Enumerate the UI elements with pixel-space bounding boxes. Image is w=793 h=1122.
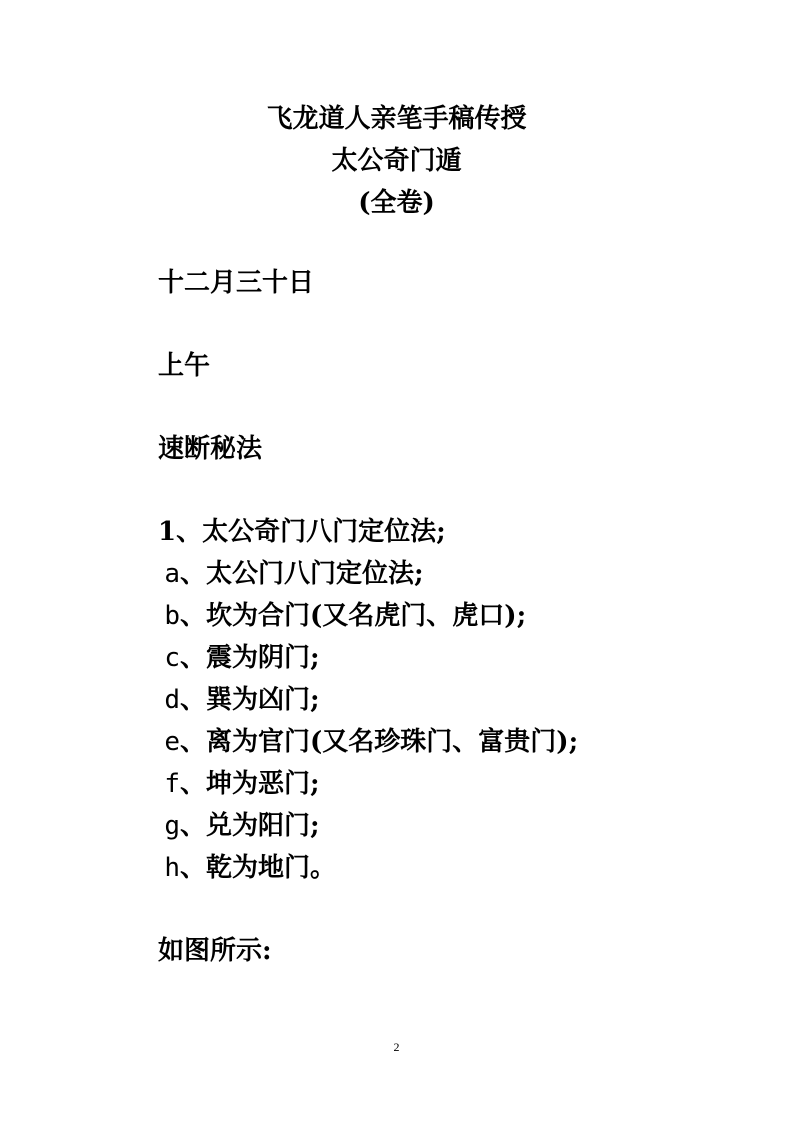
- list-item-text: 、太公门八门定位法;: [180, 559, 424, 589]
- list-item-letter: g: [164, 811, 180, 841]
- list-item-letter: f: [164, 769, 180, 799]
- list-item: [158, 805, 758, 847]
- list-item-letter: e: [164, 727, 180, 757]
- list-item: [158, 637, 758, 679]
- list-item: [158, 847, 758, 889]
- title-line-book: 太公奇门遁: [331, 146, 462, 176]
- document-title: [0, 98, 793, 224]
- list-item-text: 、震为阴门;: [180, 643, 320, 673]
- list-item-text: 、巽为凶门;: [180, 685, 320, 715]
- list-item-letter: d: [164, 685, 180, 715]
- closing-line: 如图所示:: [158, 936, 272, 966]
- time-heading: 上午: [158, 351, 211, 381]
- list-item-text: 、乾为地门。: [180, 853, 337, 883]
- title-line-volume: (全卷): [358, 188, 435, 218]
- list-item-text: 、离为官门(又名珍珠门、富贵门);: [180, 727, 579, 757]
- list-item-letter: b: [164, 601, 180, 631]
- page-number: 2: [393, 1040, 400, 1054]
- door-list: [158, 553, 758, 889]
- list-item-letter: c: [164, 643, 180, 673]
- spacer: [158, 470, 758, 511]
- title-line-author: 飞龙道人亲笔手稿传授: [266, 104, 527, 134]
- section-heading: 速断秘法: [158, 434, 263, 464]
- list-item-letter: a: [164, 559, 180, 589]
- list-item: [158, 679, 758, 721]
- list-item-text: 、坎为合门(又名虎门、虎口);: [180, 601, 527, 631]
- list-item-text: 、坤为恶门;: [180, 769, 320, 799]
- list-item: [158, 595, 758, 637]
- spacer: [158, 889, 758, 930]
- date-heading: 十二月三十日: [158, 268, 315, 298]
- list-item: [158, 763, 758, 805]
- list-item-text: 、兑为阳门;: [180, 811, 320, 841]
- list-item-letter: h: [164, 853, 180, 883]
- item-heading: 1、太公奇门八门定位法;: [158, 517, 446, 547]
- document-body: [158, 262, 758, 972]
- list-item: [158, 553, 758, 595]
- list-item: [158, 721, 758, 763]
- spacer: [158, 304, 758, 345]
- spacer: [158, 387, 758, 428]
